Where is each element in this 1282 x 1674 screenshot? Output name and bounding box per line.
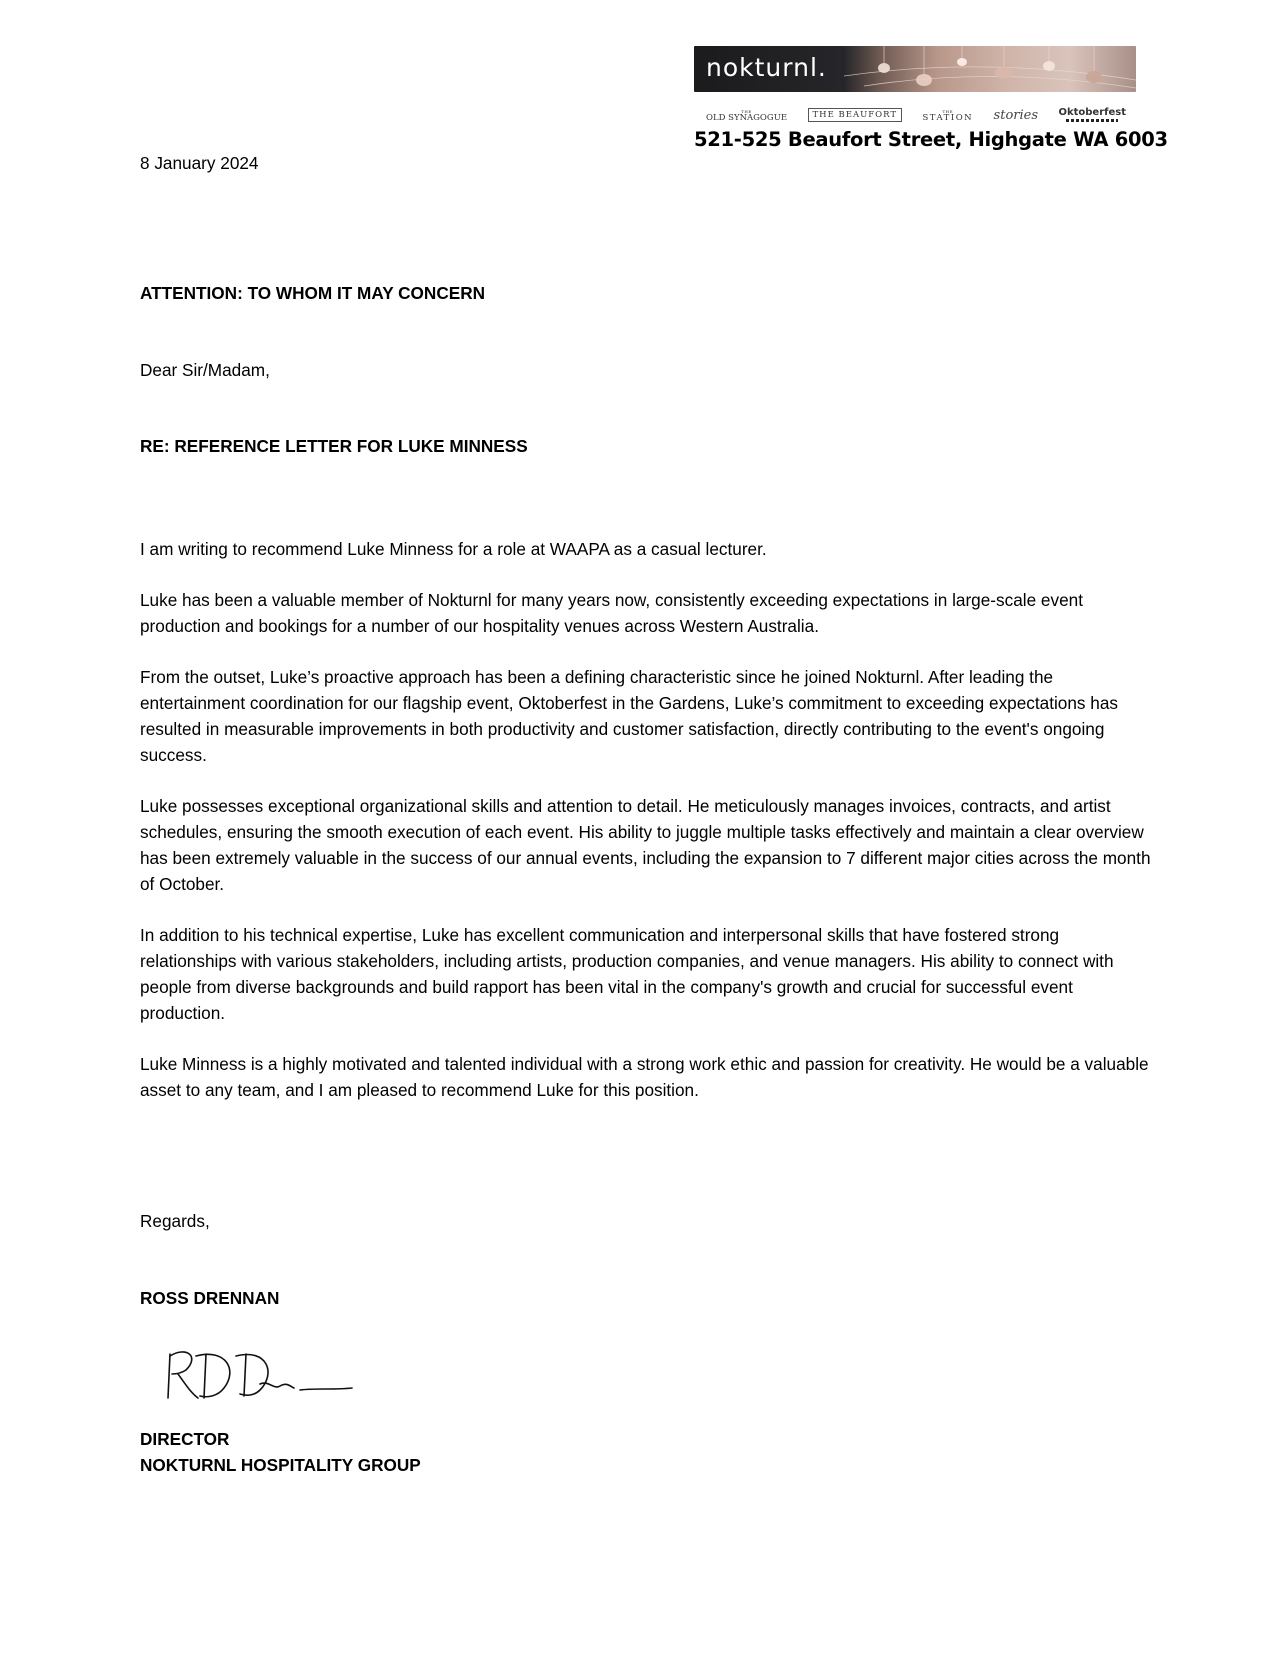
closing: Regards, [140,1211,210,1231]
company-address: 521-525 Beaufort Street, Highgate WA 6003 [694,128,1168,151]
handwritten-signature [156,1340,356,1410]
venue-logos [706,98,1126,122]
stories-logo: stories [993,108,1039,123]
brand-banner [694,46,1136,92]
letter-date: 8 January 2024 [140,153,259,173]
oktoberfest-logo: Oktoberfest [1058,108,1126,122]
body-paragraph: Luke has been a valuable member of Nokturnl for many years now, consistently exceeding expectations in large-scale event production and bookings for a number of our hospitality venues across Western Australia. [140,590,1083,636]
old-synagogue-logo: THE OLD SYNAGOGUE [706,108,788,123]
signer-name: ROSS DRENNAN [140,1288,280,1308]
signer-title: DIRECTOR [140,1429,230,1449]
the-station-logo: THE STATION [922,108,974,123]
attention-line: ATTENTION: TO WHOM IT MAY CONCERN [140,283,486,303]
body-paragraph: Luke Minness is a highly motivated and talented individual with a strong work ethic and passion for creativity. He would be a valuable asset to any team, and I am pleased to recommend Luke for this position. [140,1054,1149,1100]
body-paragraph: Luke possesses exceptional organizational skills and attention to detail. He meticulously manages invoices, contracts, and artist schedules, ensuring the smooth execution of each event. His ability to juggle multiple tasks effectively and maintain a clear overview has been extremely valuable in the success of our annual events, including the expansion to 7 different major cities across the month of October. [140,796,1151,894]
salutation: Dear Sir/Madam, [140,360,270,380]
body-paragraph: In addition to his technical expertise, Luke has excellent communication and interpersonal skills that have fostered strong relationships with various stakeholders, including artists, production companies, and venue managers. His ability to connect with people from diverse backgrounds and build rapport has been vital in the company's growth and crucial for successful event production. [140,925,1114,1023]
brand-logo: nokturnl. [706,53,827,82]
body-paragraph: I am writing to recommend Luke Minness for a role at WAAPA as a casual lecturer. [140,539,767,559]
pendant-lights-image [844,46,1136,92]
letter-body [140,536,1160,1128]
body-paragraph: From the outset, Luke’s proactive approach has been a defining characteristic since he joined Nokturnl. After leading the entertainment coordination for our flagship event, Oktoberfest in the Gardens, Luke’s commitment to exceeding expectations has resulted in measurable improvements in both productivity and customer satisfaction, directly contributing to the event's ongoing success. [140,667,1119,765]
letterhead [694,46,1168,151]
subject-line: RE: REFERENCE LETTER FOR LUKE MINNESS [140,436,528,456]
the-beaufort-logo: THE BEAUFORT [808,108,903,123]
signer-company: NOKTURNL HOSPITALITY GROUP [140,1455,421,1475]
